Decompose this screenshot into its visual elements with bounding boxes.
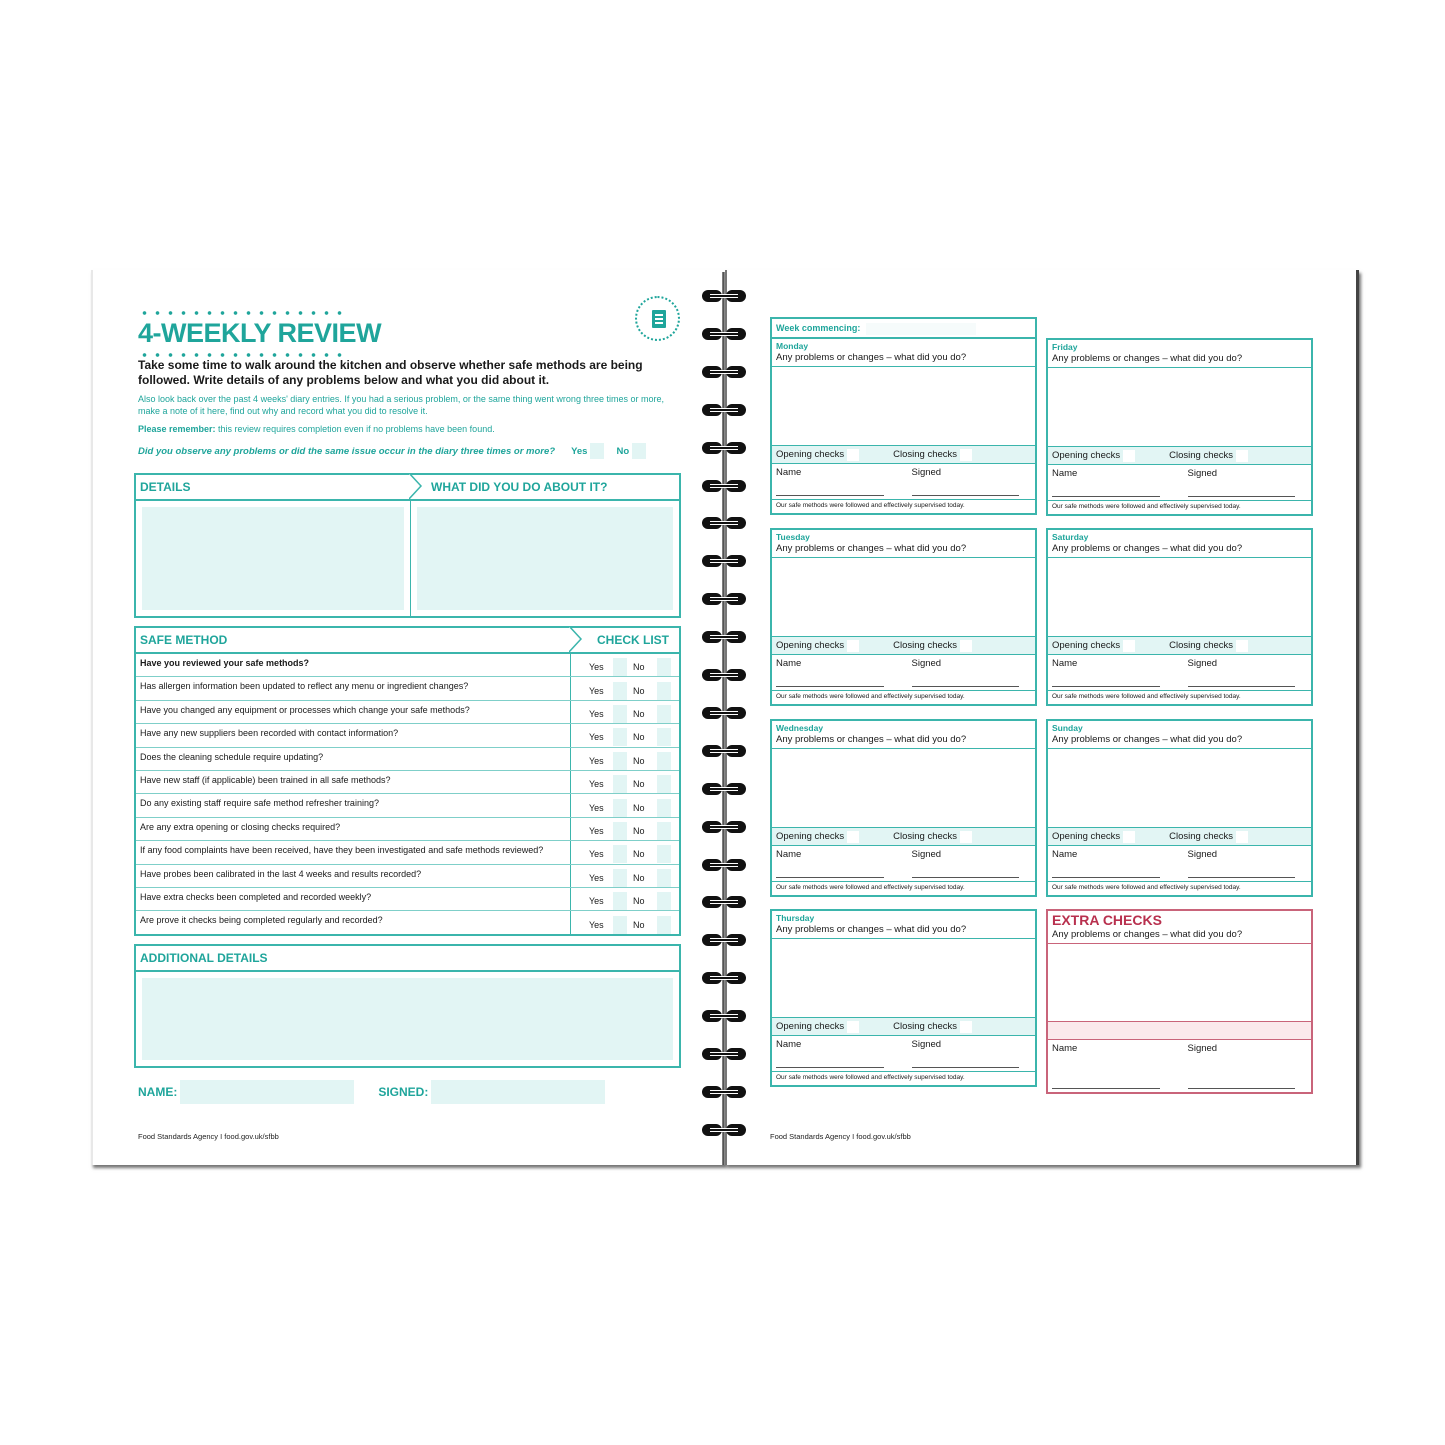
checks-row: [1048, 827, 1311, 846]
no-checkbox[interactable]: [657, 728, 671, 746]
checklist-question: Have extra checks been completed and recorded weekly?: [136, 888, 571, 910]
closing-checks-label: Closing checks: [1169, 640, 1234, 651]
yes-label: Yes: [589, 779, 604, 790]
checklist-question: If any food complaints have been received, have they been investigated and safe methods reviewed?: [136, 841, 571, 863]
yes-label: Yes: [589, 825, 604, 836]
no-label: No: [633, 685, 645, 696]
details-panel: [134, 473, 681, 618]
yes-checkbox[interactable]: [613, 869, 627, 887]
day-prompt: Any problems or changes – what did you do?: [772, 542, 1035, 558]
spiral-ring: [700, 515, 748, 531]
signed-field[interactable]: Signed: [1172, 468, 1308, 500]
checklist-row: [136, 748, 679, 771]
checklist-row: [136, 888, 679, 911]
no-checkbox[interactable]: [657, 705, 671, 723]
opening-checks-label: Opening checks: [1052, 450, 1121, 461]
yes-checkbox[interactable]: [613, 682, 627, 700]
spiral-ring: [700, 1046, 748, 1062]
sign-off-row: [138, 1080, 605, 1104]
checklist-panel: [134, 626, 681, 936]
remember-text: this review requires completion even if no problems have been found.: [215, 424, 495, 434]
spiral-ring: [700, 364, 748, 380]
spiral-ring: [700, 705, 748, 721]
checks-row: [1048, 446, 1311, 465]
remember-label: Please remember:: [138, 424, 216, 434]
closing-checks-label: Closing checks: [893, 831, 958, 842]
name-label: NAME:: [138, 1085, 178, 1099]
closing-checks-box[interactable]: [960, 640, 972, 652]
details-header: DETAILS: [140, 480, 191, 494]
name-field[interactable]: Name: [1052, 1043, 1172, 1092]
dotted-rule: [138, 310, 346, 316]
day-notes-field[interactable]: [772, 749, 1035, 827]
closing-checks-box[interactable]: [1236, 450, 1248, 462]
yes-checkbox[interactable]: [613, 728, 627, 746]
details-field[interactable]: [142, 507, 404, 610]
question-answers: [571, 443, 646, 459]
yes-checkbox[interactable]: [613, 705, 627, 723]
day-name: Sunday: [1052, 723, 1083, 733]
opening-checks-label: Opening checks: [1052, 640, 1121, 651]
checklist-question: Are any extra opening or closing checks required?: [136, 818, 571, 840]
checklist-question: Have any new suppliers been recorded with contact information?: [136, 724, 571, 746]
yes-label: Yes: [589, 708, 604, 719]
intro-sub: Also look back over the past 4 weeks' diary entries. If you had a serious problem, or the same thing went wrong three times or more, make a note of it here, find out why and record what you did to resolve it.: [138, 394, 664, 416]
spiral-ring: [700, 629, 748, 645]
closing-checks-box[interactable]: [1236, 640, 1248, 652]
opening-checks-box[interactable]: [847, 831, 859, 843]
day-box-tuesday: [770, 528, 1037, 706]
checklist-row: [136, 771, 679, 794]
day-notes-field[interactable]: [1048, 368, 1311, 446]
closing-checks-label: Closing checks: [1169, 450, 1234, 461]
name-field[interactable]: Name: [776, 658, 896, 690]
checklist-rows: [136, 654, 679, 935]
yes-label: Yes: [589, 662, 604, 673]
yes-label: Yes: [589, 685, 604, 696]
day-box-monday: [770, 337, 1037, 515]
additional-details-header: ADDITIONAL DETAILS: [140, 951, 268, 965]
name-field[interactable]: Name: [776, 467, 896, 499]
checklist-row: [136, 677, 679, 700]
signed-field[interactable]: Signed: [1172, 849, 1308, 881]
checklist-row: [136, 794, 679, 817]
yes-label: Yes: [589, 802, 604, 813]
intro: [138, 358, 668, 459]
name-field[interactable]: Name: [776, 1039, 896, 1071]
name-field[interactable]: [180, 1080, 354, 1104]
opening-checks-label: Opening checks: [1052, 831, 1121, 842]
no-label: No: [633, 919, 645, 930]
closing-checks-label: Closing checks: [1169, 831, 1234, 842]
extra-band: [1048, 1021, 1311, 1040]
notebook-icon: [635, 296, 680, 341]
opening-checks-box[interactable]: [1123, 831, 1135, 843]
spiral-ring: [700, 894, 748, 910]
left-page: [91, 270, 725, 1165]
remember-note: [138, 424, 668, 434]
no-label: No: [633, 896, 645, 907]
spiral-ring: [700, 440, 748, 456]
signed-label: SIGNED:: [378, 1085, 429, 1099]
checklist-row: [136, 818, 679, 841]
additional-details-panel: [134, 944, 681, 1068]
week-commencing-label: Week commencing:: [776, 323, 861, 333]
no-checkbox[interactable]: [657, 916, 671, 934]
day-box-wednesday: [770, 719, 1037, 897]
name-field[interactable]: Name: [776, 849, 896, 881]
supervision-statement: Our safe methods were followed and effectively supervised today.: [1048, 690, 1311, 704]
day-box-thursday: [770, 909, 1037, 1087]
page-title: 4-WEEKLY REVIEW: [138, 318, 382, 348]
no-label: No: [633, 872, 645, 883]
checklist-question: Are prove it checks being completed regularly and recorded?: [136, 911, 571, 934]
day-prompt: Any problems or changes – what did you do?: [772, 351, 1035, 367]
spiral-ring: [700, 553, 748, 569]
closing-checks-box[interactable]: [960, 449, 972, 461]
spiral-binding: [700, 288, 750, 1158]
checklist-row: [136, 865, 679, 888]
details-body: [136, 501, 679, 616]
no-label: No: [633, 825, 645, 836]
closing-checks-box[interactable]: [960, 831, 972, 843]
action-field[interactable]: [417, 507, 673, 610]
no-checkbox[interactable]: [657, 799, 671, 817]
supervision-statement: Our safe methods were followed and effectively supervised today.: [1048, 881, 1311, 895]
checklist-panel-header: [136, 628, 679, 654]
no-checkbox[interactable]: [657, 658, 671, 676]
signed-field[interactable]: Signed: [1172, 658, 1308, 690]
spiral-ring: [700, 781, 748, 797]
yes-checkbox[interactable]: [590, 443, 604, 459]
day-prompt: Any problems or changes – what did you do?: [1048, 542, 1311, 558]
problems-question: [138, 443, 668, 459]
checklist-row: [136, 841, 679, 864]
checklist-row: [136, 911, 679, 934]
checklist-row: [136, 701, 679, 724]
signed-field[interactable]: Signed: [896, 1039, 1032, 1071]
intro-lead: Take some time to walk around the kitchen and observe whether safe methods are being followed. Write details of any problems below and what you did about it.: [138, 358, 643, 387]
yes-label: Yes: [571, 445, 588, 457]
opening-checks-label: Opening checks: [776, 1021, 845, 1032]
spiral-ring: [700, 402, 748, 418]
checks-row: [772, 1017, 1035, 1036]
details-panel-header: [136, 475, 679, 501]
spiral-ring: [700, 591, 748, 607]
closing-checks-label: Closing checks: [893, 1021, 958, 1032]
no-label: No: [633, 708, 645, 719]
opening-checks-label: Opening checks: [776, 449, 845, 460]
safe-method-header: SAFE METHOD: [140, 633, 228, 647]
left-footer: Food Standards Agency I food.gov.uk/sfbb: [138, 1132, 279, 1141]
spiral-ring: [700, 667, 748, 683]
day-name: Friday: [1052, 342, 1078, 352]
closing-checks-box[interactable]: [960, 1021, 972, 1033]
opening-checks-box[interactable]: [847, 1021, 859, 1033]
no-label: No: [633, 732, 645, 743]
title-block: [138, 310, 381, 358]
no-label: No: [616, 445, 630, 457]
spiral-ring: [700, 478, 748, 494]
yes-checkbox[interactable]: [613, 752, 627, 770]
signed-field[interactable]: [431, 1080, 605, 1104]
checks-row: [772, 445, 1035, 464]
day-notes-field[interactable]: [772, 367, 1035, 445]
checklist-question: Have you changed any equipment or processes which change your safe methods?: [136, 701, 571, 723]
week-commencing-field[interactable]: [866, 323, 976, 335]
checks-row: [772, 636, 1035, 655]
signed-field[interactable]: Signed: [1172, 1043, 1308, 1092]
extra-checks-box: [1046, 909, 1313, 1094]
no-checkbox[interactable]: [657, 845, 671, 863]
closing-checks-label: Closing checks: [893, 640, 958, 651]
spiral-ring: [700, 1084, 748, 1100]
extra-checks-title: EXTRA CHECKS: [1052, 912, 1162, 928]
day-name: Monday: [776, 341, 809, 351]
opening-checks-box[interactable]: [1123, 450, 1135, 462]
checklist-question: Do any existing staff require safe method refresher training?: [136, 794, 571, 816]
day-box-friday: [1046, 338, 1313, 516]
no-label: No: [633, 802, 645, 813]
spiral-ring: [700, 1122, 748, 1138]
question-text: Did you observe any problems or did the same issue occur in the diary three times or more?: [138, 445, 556, 457]
closing-checks-label: Closing checks: [893, 449, 958, 460]
checklist-question: Has allergen information been updated to reflect any menu or ingredient changes?: [136, 677, 571, 699]
week-commencing: [770, 317, 1037, 339]
day-name: Tuesday: [776, 532, 810, 542]
spiral-ring: [700, 288, 748, 304]
additional-details-header-bar: [136, 946, 679, 972]
spiral-ring: [700, 1008, 748, 1024]
name-field[interactable]: Name: [1052, 849, 1172, 881]
additional-details-field[interactable]: [142, 978, 673, 1060]
chevron-right-icon: [409, 473, 423, 499]
day-name: Thursday: [776, 913, 815, 923]
day-prompt: Any problems or changes – what did you do?: [1048, 352, 1311, 368]
supervision-statement: Our safe methods were followed and effectively supervised today.: [772, 1071, 1035, 1085]
yes-label: Yes: [589, 896, 604, 907]
spiral-ring: [700, 970, 748, 986]
signed-field[interactable]: Signed: [896, 467, 1032, 499]
right-footer: Food Standards Agency I food.gov.uk/sfbb: [770, 1132, 911, 1141]
no-checkbox[interactable]: [632, 443, 646, 459]
day-box-sunday: [1046, 719, 1313, 897]
yes-label: Yes: [589, 755, 604, 766]
day-notes-field[interactable]: [772, 939, 1035, 1017]
opening-checks-label: Opening checks: [776, 640, 845, 651]
yes-checkbox[interactable]: [613, 658, 627, 676]
no-checkbox[interactable]: [657, 752, 671, 770]
no-label: No: [633, 662, 645, 673]
yes-checkbox[interactable]: [613, 892, 627, 910]
signed-field[interactable]: Signed: [896, 849, 1032, 881]
checks-row: [772, 827, 1035, 846]
name-field[interactable]: Name: [1052, 468, 1172, 500]
opening-checks-box[interactable]: [847, 640, 859, 652]
supervision-statement: Our safe methods were followed and effectively supervised today.: [772, 499, 1035, 513]
signed-field[interactable]: Signed: [896, 658, 1032, 690]
no-checkbox[interactable]: [657, 775, 671, 793]
yes-checkbox[interactable]: [613, 845, 627, 863]
spiral-ring: [700, 857, 748, 873]
yes-checkbox[interactable]: [613, 799, 627, 817]
yes-label: Yes: [589, 872, 604, 883]
day-prompt: Any problems or changes – what did you do?: [1048, 733, 1311, 749]
yes-checkbox[interactable]: [613, 775, 627, 793]
checklist-question: Does the cleaning schedule require updating?: [136, 748, 571, 770]
supervision-statement: Our safe methods were followed and effectively supervised today.: [772, 881, 1035, 895]
supervision-statement: Our safe methods were followed and effectively supervised today.: [772, 690, 1035, 704]
yes-label: Yes: [589, 919, 604, 930]
day-name: Wednesday: [776, 723, 824, 733]
opening-checks-box[interactable]: [1123, 640, 1135, 652]
checklist-row: [136, 724, 679, 747]
action-header: WHAT DID YOU DO ABOUT IT?: [431, 480, 608, 494]
day-box-saturday: [1046, 528, 1313, 706]
extra-prompt: Any problems or changes – what did you do?: [1048, 928, 1311, 944]
check-list-header: CHECK LIST: [597, 633, 669, 647]
day-notes-field[interactable]: [772, 558, 1035, 636]
opening-checks-label: Opening checks: [776, 831, 845, 842]
opening-checks-box[interactable]: [847, 449, 859, 461]
yes-label: Yes: [589, 732, 604, 743]
checklist-question: Have new staff (if applicable) been trained in all safe methods?: [136, 771, 571, 793]
day-notes-field[interactable]: [1048, 749, 1311, 827]
no-label: No: [633, 755, 645, 766]
chevron-right-icon: [569, 626, 583, 652]
no-checkbox[interactable]: [657, 892, 671, 910]
day-prompt: Any problems or changes – what did you do?: [772, 923, 1035, 939]
no-checkbox[interactable]: [657, 822, 671, 840]
no-checkbox[interactable]: [657, 869, 671, 887]
day-prompt: Any problems or changes – what did you do?: [772, 733, 1035, 749]
yes-label: Yes: [589, 849, 604, 860]
spiral-ring: [700, 743, 748, 759]
spiral-ring: [700, 932, 748, 948]
day-notes-field[interactable]: [1048, 558, 1311, 636]
day-name: Saturday: [1052, 532, 1089, 542]
checklist-row: [136, 654, 679, 677]
no-label: No: [633, 779, 645, 790]
name-field[interactable]: Name: [1052, 658, 1172, 690]
supervision-statement: Our safe methods were followed and effectively supervised today.: [1048, 500, 1311, 514]
yes-checkbox[interactable]: [613, 916, 627, 934]
checklist-question: Have you reviewed your safe methods?: [136, 654, 571, 676]
no-label: No: [633, 849, 645, 860]
extra-notes-field[interactable]: [1048, 944, 1311, 1021]
no-checkbox[interactable]: [657, 682, 671, 700]
checklist-question: Have probes been calibrated in the last 4 weeks and results recorded?: [136, 865, 571, 887]
spiral-ring: [700, 819, 748, 835]
closing-checks-box[interactable]: [1236, 831, 1248, 843]
spiral-ring: [700, 326, 748, 342]
yes-checkbox[interactable]: [613, 822, 627, 840]
checks-row: [1048, 636, 1311, 655]
